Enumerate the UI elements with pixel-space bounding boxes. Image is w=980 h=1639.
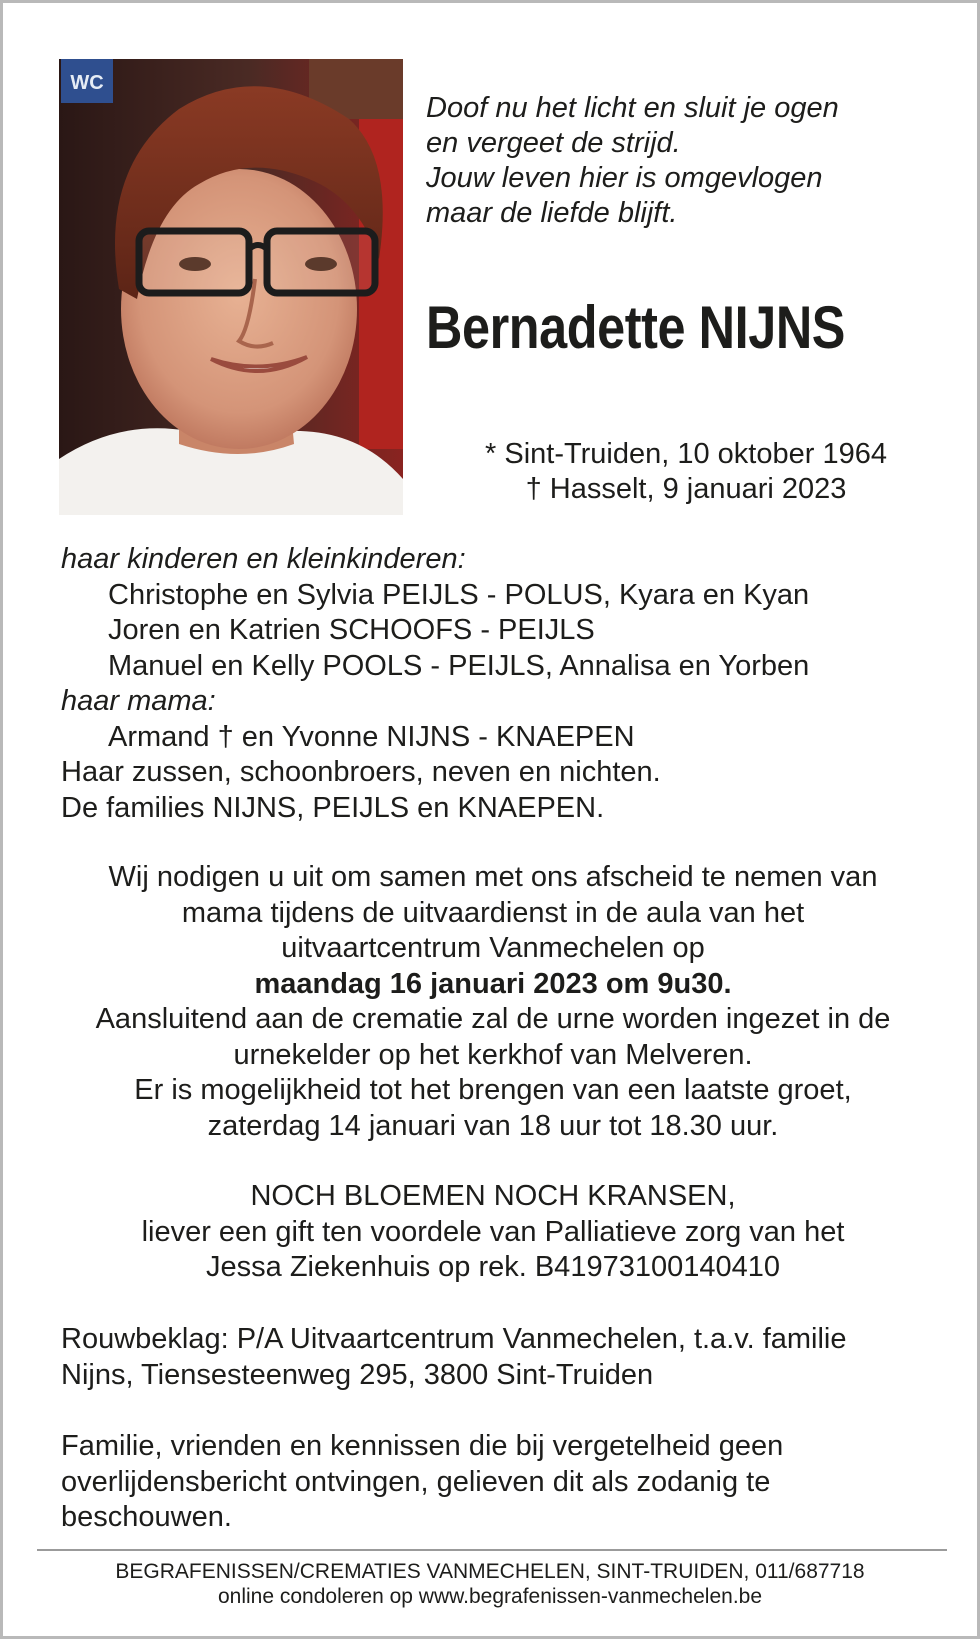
- footer: [3, 1559, 977, 1609]
- flowers-notice: [43, 1179, 943, 1286]
- poem-line: maar de liefde blijft.: [426, 197, 678, 229]
- family-others: De families NIJNS, PEIJLS en KNAEPEN.: [61, 791, 605, 824]
- family-others: Haar zussen, schoonbroers, neven en nichten.: [61, 756, 661, 788]
- invitation-line: Aansluitend aan de crematie zal de urne worden ingezet in de: [95, 1003, 891, 1035]
- invitation-line: zaterdag 14 januari van 18 uur tot 18.30 uur.: [207, 1109, 779, 1142]
- funeral-invitation: [43, 860, 943, 1144]
- poem-line: en vergeet de strijd.: [426, 127, 681, 159]
- condolence-line: Nijns, Tiensesteenweg 295, 3800 Sint-Truiden: [61, 1358, 654, 1391]
- funeral-home-line: BEGRAFENISSEN/CREMATIES VANMECHELEN, SINT-TRUIDEN, 011/687718: [115, 1560, 865, 1583]
- mother-header: haar mama:: [61, 685, 216, 717]
- family-list: [61, 542, 941, 826]
- online-condolence-line[interactable]: online condoleren op www.begrafenissen-vanmechelen.be: [217, 1585, 763, 1608]
- invitation-line: urnekelder op het kerkhof van Melveren.: [233, 1038, 753, 1071]
- family-member: Manuel en Kelly POOLS - PEIJLS, Annalisa en Yorben: [108, 649, 810, 682]
- death-date: † Hasselt, 9 januari 2023: [525, 473, 847, 505]
- flowers-line: NOCH BLOEMEN NOCH KRANSEN,: [250, 1180, 736, 1212]
- family-member: Christophe en Sylvia PEIJLS - POLUS, Kyara en Kyan: [108, 578, 810, 611]
- deceased-name: Bernadette NIJNS: [426, 294, 846, 361]
- family-member: Armand † en Yvonne NIJNS - KNAEPEN: [108, 720, 635, 753]
- notice-line: overlijdensbericht ontvingen, gelieven dit als zodanig te: [61, 1465, 771, 1498]
- condolence-line: Rouwbeklag: P/A Uitvaartcentrum Vanmechelen, t.a.v. familie: [61, 1323, 847, 1355]
- condolence-address: [61, 1322, 941, 1393]
- notice-line: Familie, vrienden en kennissen die bij vergetelheid geen: [61, 1430, 784, 1462]
- funeral-date: maandag 16 januari 2023 om 9u30.: [254, 967, 732, 1000]
- invitation-line: Er is mogelijkheid tot het brengen van een laatste groet,: [134, 1074, 852, 1106]
- family-member: Joren en Katrien SCHOOFS - PEIJLS: [108, 614, 595, 646]
- children-header: haar kinderen en kleinkinderen:: [61, 543, 466, 575]
- life-dates: [426, 437, 946, 507]
- poem: [426, 91, 946, 231]
- footer-divider: [37, 1549, 947, 1551]
- flowers-line: Jessa Ziekenhuis op rek. B41973100140410: [206, 1251, 780, 1283]
- birth-date: * Sint-Truiden, 10 oktober 1964: [485, 438, 887, 470]
- notice-line: beschouwen.: [61, 1501, 232, 1533]
- flowers-line: liever een gift ten voordele van Palliatieve zorg van het: [141, 1215, 845, 1248]
- invitation-line: Wij nodigen u uit om samen met ons afscheid te nemen van: [108, 861, 878, 893]
- poem-line: Doof nu het licht en sluit je ogen: [426, 92, 839, 124]
- invitation-line: uitvaartcentrum Vanmechelen op: [281, 932, 705, 964]
- portrait-photo: [59, 59, 403, 515]
- omission-notice: [61, 1429, 941, 1536]
- invitation-line: mama tijdens de uitvaardienst in de aula van het: [181, 896, 805, 929]
- wc-sign-text: WC: [70, 72, 104, 94]
- poem-line: Jouw leven hier is omgevlogen: [426, 162, 823, 194]
